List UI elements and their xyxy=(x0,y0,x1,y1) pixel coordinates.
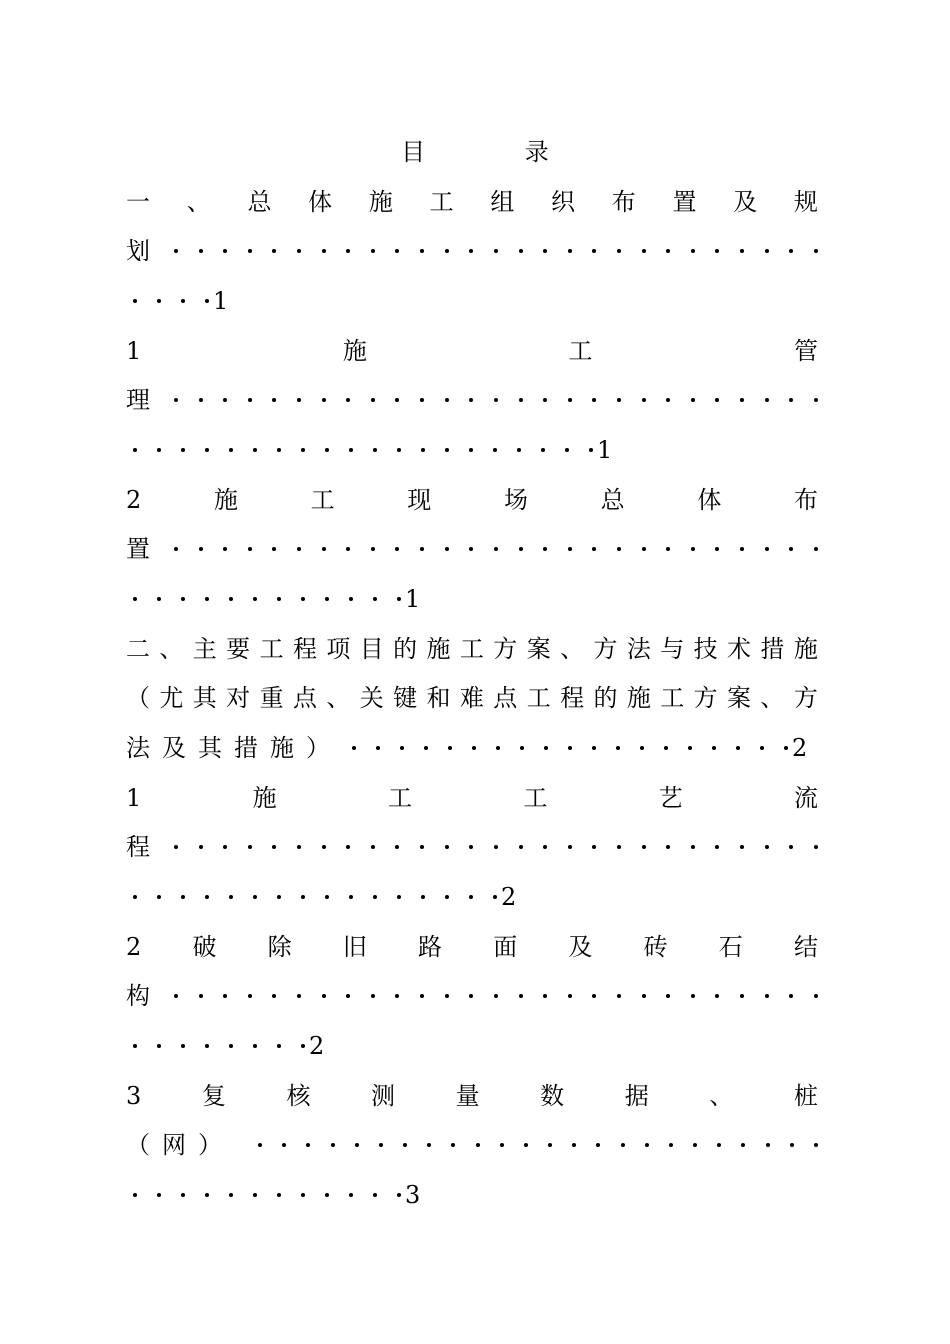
leader-dot xyxy=(592,547,596,551)
toc-char: 、 xyxy=(760,684,785,712)
leader-dot xyxy=(666,398,670,402)
leader-dots xyxy=(150,845,818,849)
toc-text: 量 xyxy=(455,1082,480,1110)
leader-dot xyxy=(469,249,473,253)
leader-dot xyxy=(248,994,252,998)
leader-dot xyxy=(427,1143,431,1147)
toc-text: 管 xyxy=(793,337,818,365)
leader-dot xyxy=(715,249,719,253)
leader-dot xyxy=(568,398,572,402)
leader-dot xyxy=(445,398,449,402)
leader-dot xyxy=(174,547,178,551)
toc-text: 施 xyxy=(252,784,277,812)
toc-text: 划 xyxy=(126,237,150,265)
toc-char: 要 xyxy=(226,635,251,663)
leader-dot xyxy=(666,994,670,998)
leader-dot xyxy=(500,1143,504,1147)
toc-text: 工 xyxy=(429,188,454,216)
toc-entry-7-line-2 xyxy=(126,1127,818,1163)
toc-text: 3 xyxy=(126,1082,142,1110)
page-number: 2 xyxy=(309,1032,325,1060)
leader-dot xyxy=(174,249,178,253)
toc-char: 技 xyxy=(693,635,718,663)
toc-text: 、 xyxy=(186,188,211,216)
toc-char: 与 xyxy=(660,635,685,663)
toc-text: 总 xyxy=(600,486,625,514)
page-number: 1 xyxy=(597,436,613,464)
toc-char: 的 xyxy=(593,684,618,712)
toc-char: 措 xyxy=(760,635,785,663)
toc-char: 施 xyxy=(426,635,451,663)
toc-text: 置 xyxy=(672,188,697,216)
leader-dot xyxy=(766,1143,770,1147)
leader-dot xyxy=(371,845,375,849)
leader-dot xyxy=(494,994,498,998)
leader-dot xyxy=(543,845,547,849)
leader-dot xyxy=(445,845,449,849)
toc-char: 法 xyxy=(626,635,651,663)
toc-text: 布 xyxy=(793,486,818,514)
leader-dot xyxy=(248,547,252,551)
leader-dot xyxy=(494,249,498,253)
toc-char: 点 xyxy=(493,684,518,712)
leader-dot xyxy=(691,994,695,998)
toc-text: 艺 xyxy=(658,784,683,812)
leader-dot xyxy=(445,249,449,253)
leader-dot xyxy=(715,398,719,402)
leader-dot xyxy=(548,1143,552,1147)
toc-char: 、 xyxy=(159,635,184,663)
leader-dot xyxy=(568,845,572,849)
toc-text: 织 xyxy=(551,188,576,216)
leader-dot xyxy=(592,994,596,998)
leader-dot xyxy=(568,547,572,551)
leader-dot xyxy=(740,845,744,849)
toc-text: （网） xyxy=(126,1131,234,1159)
leader-dot xyxy=(379,1143,383,1147)
toc-text: 场 xyxy=(503,486,528,514)
leader-dot xyxy=(322,398,326,402)
leader-dot xyxy=(740,398,744,402)
toc-char: 、 xyxy=(560,635,585,663)
toc-text: 砖 xyxy=(643,933,668,961)
toc-entry-6-line-3 xyxy=(133,1028,825,1064)
toc-text: 理 xyxy=(126,386,150,414)
toc-text: 路 xyxy=(418,933,443,961)
toc-text: 工 xyxy=(310,486,335,514)
leader-dot xyxy=(297,994,301,998)
leader-dot xyxy=(199,249,203,253)
toc-text: 测 xyxy=(371,1082,396,1110)
leader-dot xyxy=(223,398,227,402)
leader-dot xyxy=(469,994,473,998)
leader-dot xyxy=(248,398,252,402)
leader-dot xyxy=(789,249,793,253)
leader-dot xyxy=(174,845,178,849)
leader-dot xyxy=(272,845,276,849)
leader-dot xyxy=(740,994,744,998)
toc-char: 点 xyxy=(292,684,317,712)
toc-char: 方 xyxy=(493,635,518,663)
leader-dot xyxy=(199,547,203,551)
leader-dot xyxy=(691,249,695,253)
leader-dot xyxy=(642,249,646,253)
leader-dot xyxy=(617,249,621,253)
leader-dot xyxy=(272,398,276,402)
leader-dot xyxy=(469,845,473,849)
toc-text: 桩 xyxy=(793,1082,818,1110)
toc-text: 施 xyxy=(342,337,367,365)
toc-text: 旧 xyxy=(342,933,367,961)
leader-dot xyxy=(790,1143,794,1147)
leader-dot xyxy=(592,845,596,849)
toc-text: 构 xyxy=(126,982,150,1010)
leader-dot xyxy=(524,1143,528,1147)
leader-dot xyxy=(642,845,646,849)
leader-dot xyxy=(519,398,523,402)
toc-text: 规 xyxy=(793,188,818,216)
leader-dots xyxy=(150,547,818,551)
leader-dot xyxy=(617,398,621,402)
toc-entry-7-line-3 xyxy=(133,1177,825,1213)
leader-dot xyxy=(621,1143,625,1147)
toc-entry-5-line-3 xyxy=(133,879,825,915)
toc-char: 工 xyxy=(660,684,685,712)
leader-dot xyxy=(666,845,670,849)
page-number: 3 xyxy=(405,1181,421,1209)
toc-text: 体 xyxy=(697,486,722,514)
toc-text: 工 xyxy=(387,784,412,812)
leader-dot xyxy=(814,845,818,849)
leader-dot xyxy=(617,994,621,998)
toc-char: 程 xyxy=(560,684,585,712)
toc-char: 主 xyxy=(192,635,217,663)
leader-dots xyxy=(234,1143,818,1147)
toc-char: 方 xyxy=(693,684,718,712)
leader-dot xyxy=(715,547,719,551)
leader-dot xyxy=(223,249,227,253)
toc-entry-5-line-2 xyxy=(126,829,818,865)
leader-dot xyxy=(519,994,523,998)
toc-entry-3-line-3 xyxy=(133,581,825,617)
leader-dot xyxy=(691,398,695,402)
leader-dot xyxy=(669,1143,673,1147)
leader-dot xyxy=(642,994,646,998)
leader-dot xyxy=(519,845,523,849)
toc-text: 据 xyxy=(624,1082,649,1110)
toc-entry-2-line-3 xyxy=(133,432,825,468)
toc-text: 2 xyxy=(126,933,142,961)
toc-entry-2-line-1 xyxy=(126,333,818,369)
toc-entry-3-line-1 xyxy=(126,482,818,518)
leader-dot xyxy=(297,845,301,849)
leader-dot xyxy=(740,547,744,551)
leader-dot xyxy=(691,845,695,849)
toc-char: 、 xyxy=(326,684,351,712)
toc-text: 核 xyxy=(286,1082,311,1110)
page-number: 2 xyxy=(501,883,517,911)
leader-dots xyxy=(150,398,818,402)
leader-dot xyxy=(395,249,399,253)
leader-dot xyxy=(617,547,621,551)
leader-dot xyxy=(789,845,793,849)
leader-dot xyxy=(420,994,424,998)
toc-char: 工 xyxy=(459,635,484,663)
leader-dot xyxy=(420,398,424,402)
toc-text: 布 xyxy=(611,188,636,216)
leader-dot xyxy=(666,547,670,551)
leader-dot xyxy=(297,398,301,402)
leader-dot xyxy=(740,249,744,253)
toc-text: 1 xyxy=(126,784,142,812)
toc-char: 案 xyxy=(727,684,752,712)
leader-dot xyxy=(568,994,572,998)
leader-dot xyxy=(814,994,818,998)
leader-dot xyxy=(355,1143,359,1147)
leader-dot xyxy=(814,249,818,253)
toc-text: 现 xyxy=(407,486,432,514)
leader-dot xyxy=(395,547,399,551)
leader-dot xyxy=(568,249,572,253)
leader-dot xyxy=(272,994,276,998)
leader-dot xyxy=(331,1143,335,1147)
leader-dots xyxy=(150,994,818,998)
leader-dot xyxy=(519,547,523,551)
toc-text: 置 xyxy=(126,535,150,563)
leader-dot xyxy=(371,547,375,551)
toc-title: 目 录 xyxy=(401,138,595,166)
toc-char: 难 xyxy=(459,684,484,712)
leader-dot xyxy=(494,845,498,849)
toc-entry-6-line-2 xyxy=(126,978,818,1014)
toc-char: 尤 xyxy=(159,684,184,712)
leader-dot xyxy=(223,994,227,998)
leader-dot xyxy=(199,845,203,849)
leader-dot xyxy=(765,845,769,849)
toc-text: 面 xyxy=(493,933,518,961)
toc-char: 方 xyxy=(593,635,618,663)
leader-dot xyxy=(403,1143,407,1147)
leader-dots xyxy=(150,249,818,253)
toc-text: 数 xyxy=(540,1082,565,1110)
toc-char: 其 xyxy=(192,684,217,712)
page-number: 1 xyxy=(213,287,229,315)
leader-dot xyxy=(322,994,326,998)
page-number: 1 xyxy=(405,585,421,613)
leader-dot xyxy=(789,994,793,998)
leader-dot xyxy=(543,547,547,551)
toc-text: 一 xyxy=(126,188,150,216)
toc-text: 结 xyxy=(793,933,818,961)
leader-dot xyxy=(272,547,276,551)
leader-dot xyxy=(174,398,178,402)
leader-dot xyxy=(645,1143,649,1147)
leader-dot xyxy=(420,249,424,253)
toc-text: 组 xyxy=(490,188,515,216)
leader-dot xyxy=(199,994,203,998)
leader-dot xyxy=(741,1143,745,1147)
leader-dot xyxy=(494,398,498,402)
toc-char: （ xyxy=(126,684,150,712)
leader-dot xyxy=(346,994,350,998)
toc-char: 项 xyxy=(326,635,351,663)
leader-dot xyxy=(543,249,547,253)
leader-dot xyxy=(717,1143,721,1147)
toc-char: 目 xyxy=(359,635,384,663)
leader-dot xyxy=(306,1143,310,1147)
leader-dot xyxy=(596,1143,600,1147)
toc-text: 石 xyxy=(718,933,743,961)
toc-text: 、 xyxy=(709,1082,734,1110)
toc-text: 1 xyxy=(126,337,142,365)
leader-dot xyxy=(715,994,719,998)
leader-dot xyxy=(346,547,350,551)
toc-text: 总 xyxy=(247,188,272,216)
toc-entry-1-line-3 xyxy=(133,283,825,319)
toc-char: 工 xyxy=(259,635,284,663)
toc-char: 和 xyxy=(426,684,451,712)
leader-dot xyxy=(592,398,596,402)
leader-dot xyxy=(543,994,547,998)
toc-text: 体 xyxy=(308,188,333,216)
toc-entry-3-line-2 xyxy=(126,531,818,567)
toc-entry-6-line-1 xyxy=(126,929,818,965)
toc-text: 及 xyxy=(568,933,593,961)
toc-char: 术 xyxy=(727,635,752,663)
toc-char: 施 xyxy=(793,635,818,663)
toc-text: 破 xyxy=(192,933,217,961)
leader-dot xyxy=(519,249,523,253)
leader-dot xyxy=(469,547,473,551)
toc-text: 复 xyxy=(201,1082,226,1110)
leader-dot xyxy=(297,249,301,253)
toc-entry-2-line-2 xyxy=(126,382,818,418)
leader-dot xyxy=(494,547,498,551)
leader-dot xyxy=(395,845,399,849)
leader-dot xyxy=(371,994,375,998)
toc-text: 2 xyxy=(126,486,142,514)
toc-entry-1-line-1 xyxy=(126,184,818,220)
toc-char: 施 xyxy=(626,684,651,712)
leader-dot xyxy=(789,547,793,551)
toc-text: 流 xyxy=(794,784,818,812)
toc-entry-7-line-1 xyxy=(126,1078,818,1114)
leader-dot xyxy=(199,398,203,402)
toc-char: 对 xyxy=(226,684,251,712)
leader-dot xyxy=(592,249,596,253)
leader-dot xyxy=(223,845,227,849)
leader-dot xyxy=(445,994,449,998)
leader-dot xyxy=(346,249,350,253)
leader-dot xyxy=(420,845,424,849)
leader-dot xyxy=(322,249,326,253)
leader-dot xyxy=(789,398,793,402)
leader-dot xyxy=(248,249,252,253)
leader-dot xyxy=(272,249,276,253)
leader-dot xyxy=(223,547,227,551)
leader-dot xyxy=(451,1143,455,1147)
leader-dot xyxy=(322,845,326,849)
leader-dot xyxy=(445,547,449,551)
toc-text: 施 xyxy=(213,486,238,514)
leader-dot xyxy=(617,845,621,849)
leader-dot xyxy=(420,547,424,551)
toc-entry-4-line-1 xyxy=(126,631,818,667)
toc-text: 施 xyxy=(368,188,393,216)
toc-text: 除 xyxy=(267,933,292,961)
leader-dot xyxy=(765,547,769,551)
leader-dot xyxy=(765,398,769,402)
toc-text: 及 xyxy=(733,188,758,216)
leader-dot xyxy=(371,249,375,253)
leader-dot xyxy=(469,398,473,402)
leader-dot xyxy=(258,1143,262,1147)
leader-dot xyxy=(765,994,769,998)
leader-dot xyxy=(346,398,350,402)
page-number: 2 xyxy=(792,734,808,762)
toc-char: 重 xyxy=(259,684,284,712)
toc-text: 法及其措施） xyxy=(126,734,342,762)
leader-dot xyxy=(765,249,769,253)
leader-dot xyxy=(395,398,399,402)
toc-char: 键 xyxy=(393,684,418,712)
leader-dot xyxy=(715,845,719,849)
leader-dot xyxy=(572,1143,576,1147)
toc-entry-4-line-3 xyxy=(126,730,818,766)
toc-text: 工 xyxy=(568,337,593,365)
leader-dot xyxy=(814,547,818,551)
leader-dot xyxy=(395,994,399,998)
leader-dot xyxy=(642,547,646,551)
leader-dot xyxy=(543,398,547,402)
toc-char: 二 xyxy=(126,635,150,663)
toc-char: 工 xyxy=(526,684,551,712)
leader-dot xyxy=(814,398,818,402)
toc-entry-5-line-1 xyxy=(126,780,818,816)
leader-dot xyxy=(642,398,646,402)
leader-dot xyxy=(666,249,670,253)
toc-text: 程 xyxy=(126,833,150,861)
toc-char: 案 xyxy=(526,635,551,663)
toc-char: 方 xyxy=(793,684,818,712)
toc-entry-1-line-2 xyxy=(126,233,818,269)
leader-dot xyxy=(814,1143,818,1147)
leader-dot xyxy=(371,398,375,402)
toc-text: 工 xyxy=(523,784,548,812)
leader-dot xyxy=(297,547,301,551)
leader-dot xyxy=(248,845,252,849)
leader-dot xyxy=(282,1143,286,1147)
leader-dot xyxy=(346,845,350,849)
toc-char: 程 xyxy=(292,635,317,663)
toc-char: 的 xyxy=(393,635,418,663)
toc-entry-4-line-2 xyxy=(126,680,818,716)
toc-char: 关 xyxy=(359,684,384,712)
leader-dot xyxy=(476,1143,480,1147)
leader-dot xyxy=(693,1143,697,1147)
leader-dot xyxy=(691,547,695,551)
leader-dot xyxy=(322,547,326,551)
leader-dot xyxy=(174,994,178,998)
